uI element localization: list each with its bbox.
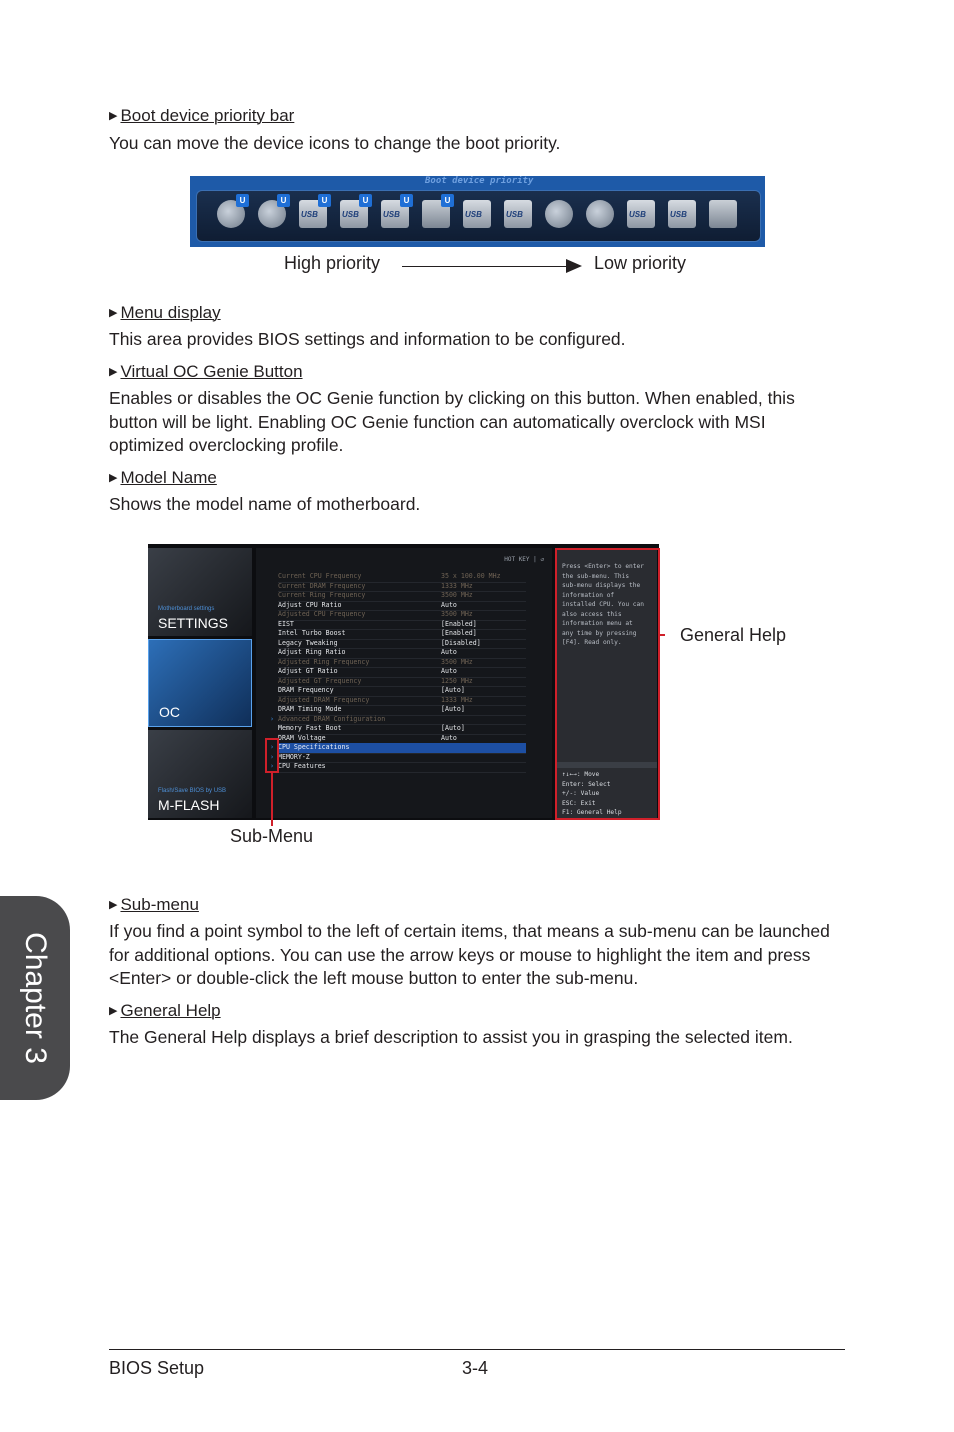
submenu-point-icon: › <box>270 714 274 723</box>
setting-name: CPU Features <box>278 762 326 770</box>
setting-name: Legacy Tweaking <box>278 638 338 647</box>
paragraph-model: Shows the model name of motherboard. <box>109 494 421 514</box>
hotkey-label[interactable]: HOT KEY | ↺ <box>504 556 544 563</box>
heading-general-help: ▶ General Help <box>109 1001 221 1020</box>
setting-value: Auto <box>441 667 457 675</box>
setting-name: DRAM Voltage <box>278 733 326 742</box>
help-text: Press <Enter> to enter the sub-menu. This sub-menu displays the information of installed CPU. You can also access this information menu at any time by pressing [F4]. Read only. <box>562 563 644 646</box>
optical-disc-icon <box>586 200 614 228</box>
low-priority-label: Low priority <box>594 253 687 273</box>
boot-device-priority-bar[interactable] <box>190 176 765 247</box>
usb-label: USB <box>506 210 523 219</box>
setting-value: 1333 MHz <box>441 695 473 704</box>
boot-device-usb-key[interactable] <box>625 198 657 230</box>
setting-value: Auto <box>441 600 457 609</box>
network-icon <box>709 200 737 228</box>
setting-value: 1333 MHz <box>441 581 473 590</box>
paragraph-general-help: The General Help displays a brief description to assist you in grasping the selected item. <box>109 1027 793 1047</box>
submenu-point-icon: › <box>270 752 274 761</box>
usb-label: USB <box>342 210 359 219</box>
setting-value: 35 x 100.00 MHz <box>441 572 501 580</box>
setting-name: DRAM Timing Mode <box>278 705 342 713</box>
paragraph-oc-genie: Enables or disables the OC Genie function by clicking on this button. When enabled, this button will be light. Enabling OC Genie function can automatically overclock with MSI optimized overclocking profile. <box>109 388 795 455</box>
setting-name: MEMORY-Z <box>278 752 310 761</box>
sidebar-tile-oc[interactable]: OC <box>148 639 252 727</box>
sidebar-tile-settings[interactable]: Motherboard settings SETTINGS <box>148 548 252 636</box>
paragraph-menu: This area provides BIOS settings and information to be configured. <box>109 329 626 349</box>
help-key-line: F1: General Help <box>562 809 622 816</box>
setting-value: Auto <box>441 648 457 656</box>
boot-device-network[interactable] <box>420 198 452 230</box>
usb-label: USB <box>629 210 646 219</box>
submenu-point-icon: › <box>270 762 274 770</box>
page-number: 3-4 <box>462 1358 489 1378</box>
footer-title: BIOS Setup <box>109 1358 205 1378</box>
bullet-triangle-icon: ▶ <box>109 307 118 319</box>
usb-label: USB <box>670 210 687 219</box>
heading-menu-display: ▶ Menu display <box>109 303 221 322</box>
heading-model-name: ▶ Model Name <box>109 468 217 487</box>
sub-menu-callout: Sub-Menu <box>230 826 314 846</box>
heading-sub-menu: ▶ Sub-menu <box>109 895 199 914</box>
setting-name: Current Ring Frequency <box>278 591 366 599</box>
boot-device-usb-hdd[interactable] <box>666 198 698 230</box>
boot-device-optical-disc[interactable] <box>256 198 288 230</box>
setting-name: Current CPU Frequency <box>278 572 362 580</box>
help-key-line: Enter: Select <box>562 780 611 788</box>
setting-value: [Disabled] <box>441 638 481 647</box>
boot-device-usb-cd[interactable] <box>338 198 370 230</box>
general-help-callout: General Help <box>680 625 787 645</box>
bullet-triangle-icon: ▶ <box>109 1005 118 1017</box>
boot-device-usb-hdd[interactable] <box>297 198 329 230</box>
boot-device-hdd[interactable] <box>215 198 247 230</box>
help-key-line: ESC: Exit <box>562 799 596 807</box>
usb-label: USB <box>465 210 482 219</box>
submenu-item[interactable] <box>270 762 526 773</box>
boot-device-network[interactable] <box>707 198 739 230</box>
submenu-point-icon: › <box>270 743 274 751</box>
setting-name: CPU Specifications <box>278 743 350 751</box>
usb-label: USB <box>301 210 318 219</box>
sub-menu-highlight <box>265 738 279 773</box>
setting-name: Adjusted DRAM Frequency <box>278 695 370 704</box>
uefi-badge-icon: U <box>441 194 454 207</box>
bullet-triangle-icon: ▶ <box>109 366 118 378</box>
general-help-leader <box>659 634 665 636</box>
uefi-badge-icon: U <box>236 194 249 207</box>
high-priority-label: High priority <box>284 253 381 273</box>
boot-device-optical-disc[interactable] <box>584 198 616 230</box>
bios-settings-panel <box>256 548 552 818</box>
setting-name: Adjusted Ring Frequency <box>278 657 370 666</box>
setting-value: 3500 MHz <box>441 591 473 599</box>
setting-value: [Auto] <box>441 705 465 713</box>
setting-value: [Auto] <box>441 724 465 732</box>
boot-device-hdd[interactable] <box>543 198 575 230</box>
setting-name: Advanced DRAM Configuration <box>278 714 386 723</box>
setting-name: Adjusted GT Frequency <box>278 676 362 685</box>
setting-name: Adjust GT Ratio <box>278 667 338 675</box>
bullet-triangle-icon: ▶ <box>109 110 118 122</box>
paragraph-sub-menu: If you find a point symbol to the left of certain items, that means a sub-menu can be launched for additional options. You can use the arrow keys or mouse to highlight the item and press <Enter> or double-click the left mouse button to enter the sub-menu. <box>109 921 830 988</box>
usb-label: USB <box>383 210 400 219</box>
uefi-badge-icon: U <box>318 194 331 207</box>
setting-value: 3500 MHz <box>441 610 473 618</box>
chapter-label: Chapter 3 <box>19 932 52 1064</box>
paragraph-boot: You can move the device icons to change the boot priority. <box>109 133 561 153</box>
uefi-badge-icon: U <box>277 194 290 207</box>
uefi-badge-icon: U <box>359 194 372 207</box>
help-key-line: +/-: Value <box>562 790 600 797</box>
priority-arrow-line <box>402 266 568 267</box>
setting-name: Current DRAM Frequency <box>278 581 366 590</box>
bullet-triangle-icon: ▶ <box>109 899 118 911</box>
setting-value: Auto <box>441 733 457 742</box>
setting-name: Memory Fast Boot <box>278 724 342 732</box>
footer-rule <box>109 1349 845 1350</box>
uefi-badge-icon: U <box>400 194 413 207</box>
setting-value: [Auto] <box>441 686 465 694</box>
bios-sidebar <box>148 544 252 820</box>
boot-device-usb-key[interactable] <box>379 198 411 230</box>
setting-name: Intel Turbo Boost <box>278 629 346 637</box>
heading-virtual-oc-genie: ▶ Virtual OC Genie Button <box>109 362 303 381</box>
help-key-line: ↑↓←→: Move <box>562 771 600 778</box>
sidebar-tile-m-flash[interactable]: Flash/Save BIOS by USB M-FLASH <box>148 730 252 818</box>
setting-value: 3500 MHz <box>441 657 473 666</box>
boot-device-usb-hdd[interactable] <box>461 198 493 230</box>
setting-value: [Enabled] <box>441 629 477 637</box>
heading-boot-device-priority-bar: ▶ Boot device priority bar <box>109 106 295 125</box>
setting-name: Adjusted CPU Frequency <box>278 610 366 618</box>
arrow-right-icon <box>566 259 582 273</box>
sub-menu-leader <box>271 772 273 826</box>
chapter-tab <box>0 896 70 1100</box>
setting-name: EIST <box>278 619 294 628</box>
setting-value: [Enabled] <box>441 619 477 628</box>
boot-device-usb-cd[interactable] <box>502 198 534 230</box>
setting-value: 1250 MHz <box>441 676 473 685</box>
hdd-icon <box>545 200 573 228</box>
general-help-highlight <box>555 548 660 820</box>
boot-bar-title: Boot device priority <box>425 176 534 186</box>
setting-name: DRAM Frequency <box>278 686 334 694</box>
setting-name: Adjust CPU Ratio <box>278 600 342 609</box>
setting-name: Adjust Ring Ratio <box>278 648 346 656</box>
bullet-triangle-icon: ▶ <box>109 472 118 484</box>
